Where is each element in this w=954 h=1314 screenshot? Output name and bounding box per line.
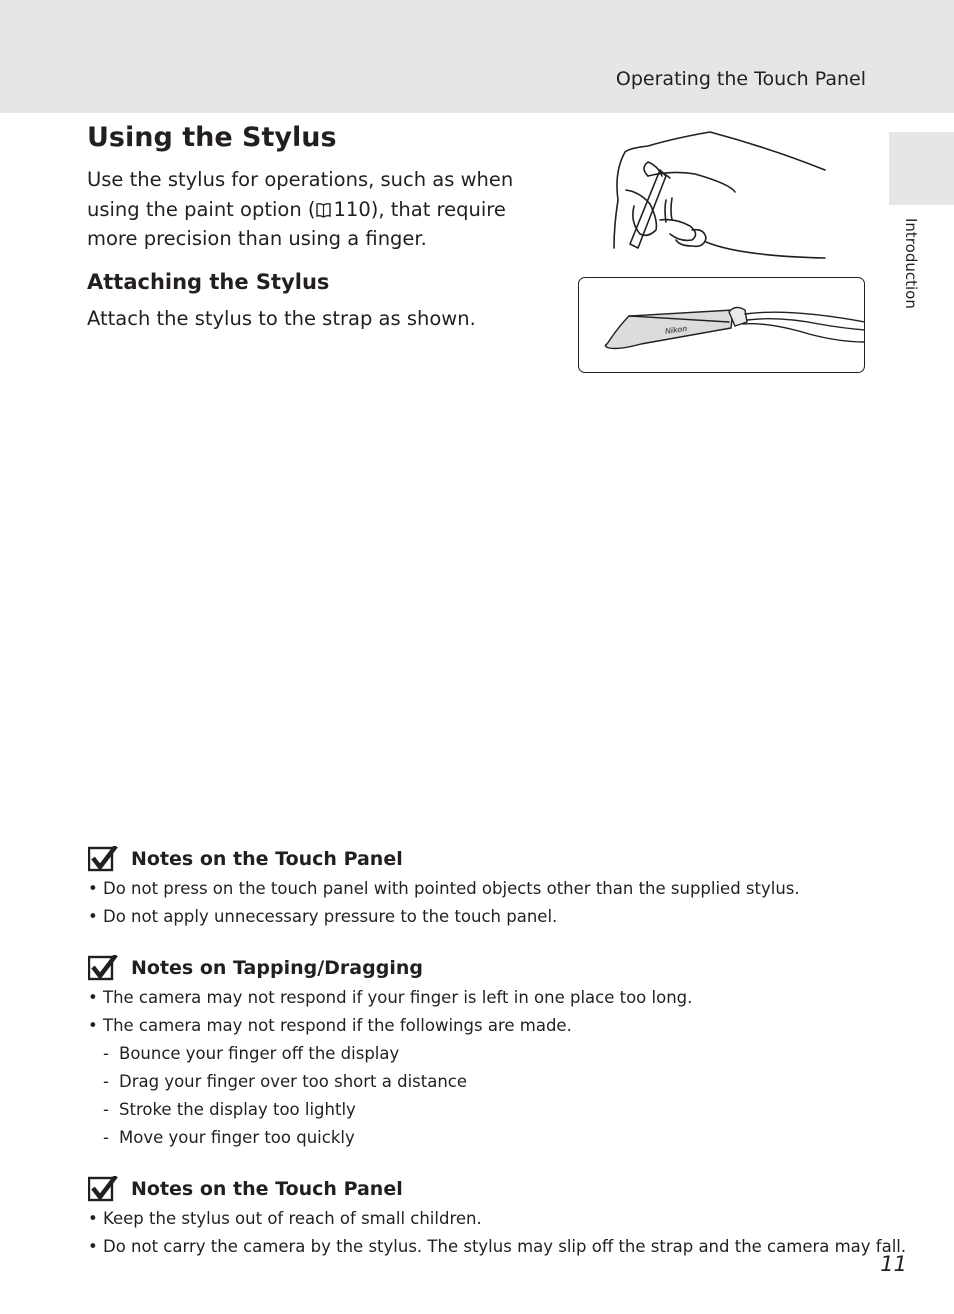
- sub-list-item: - Stroke the display too lightly: [88, 1096, 878, 1124]
- stylus-on-strap-illustration: [579, 278, 864, 372]
- stylus-brand-logo: Nikon: [664, 323, 688, 336]
- note-heading: [88, 1175, 878, 1205]
- hand-holding-stylus-illustration: [600, 130, 840, 262]
- list-item: • The camera may not respond if your finger is left in one place too long.: [88, 984, 878, 1012]
- intro-text-end: ), that require more precision than using a finger.: [87, 197, 506, 250]
- page-number: 11: [880, 1252, 907, 1276]
- list-item: • Keep the stylus out of reach of small children.: [88, 1205, 878, 1233]
- list-item: • Do not press on the touch panel with pointed objects other than the supplied stylus.: [88, 875, 878, 903]
- note-title: Notes on the Touch Panel: [131, 848, 403, 870]
- side-tab: [889, 132, 954, 205]
- note-tapping-dragging: [88, 954, 878, 1152]
- book-reference-icon: [316, 202, 331, 218]
- note-touch-panel: [88, 845, 878, 931]
- note-title: Notes on the Touch Panel: [131, 1178, 403, 1200]
- section-title: Using the Stylus: [87, 122, 337, 153]
- intro-paragraph: [87, 165, 562, 254]
- list-item: • Do not carry the camera by the stylus. The stylus may slip off the strap and the camera may fall.: [88, 1233, 878, 1261]
- caution-check-icon: [88, 846, 118, 872]
- note-list: [88, 1205, 907, 1261]
- running-header: Operating the Touch Panel: [615, 68, 866, 90]
- note-stylus-safety: [88, 1175, 907, 1261]
- note-sub-list: [88, 1040, 878, 1152]
- note-list: [88, 875, 878, 931]
- intro-ref-page: 110: [333, 197, 371, 221]
- intro-text-start: Use the stylus for operations, such as when using the paint option (: [87, 168, 514, 221]
- note-heading: [88, 954, 878, 984]
- list-item: • The camera may not respond if the followings are made.: [88, 1012, 878, 1040]
- sub-list-item: - Move your finger too quickly: [88, 1124, 878, 1152]
- header-band: [0, 0, 954, 113]
- sub-list-item: - Bounce your finger off the display: [88, 1040, 878, 1068]
- caution-check-icon: [88, 955, 118, 981]
- note-title: Notes on Tapping/Dragging: [131, 957, 423, 979]
- side-tab-label: Introduction: [902, 218, 920, 309]
- stylus-illustration-frame: [578, 277, 865, 373]
- subsection-title: Attaching the Stylus: [87, 270, 330, 294]
- note-heading: [88, 845, 878, 875]
- sub-list-item: - Drag your finger over too short a distance: [88, 1068, 878, 1096]
- note-list: [88, 984, 878, 1040]
- caution-check-icon: [88, 1176, 118, 1202]
- list-item: • Do not apply unnecessary pressure to the touch panel.: [88, 903, 878, 931]
- attach-instruction: Attach the stylus to the strap as shown.: [87, 307, 476, 330]
